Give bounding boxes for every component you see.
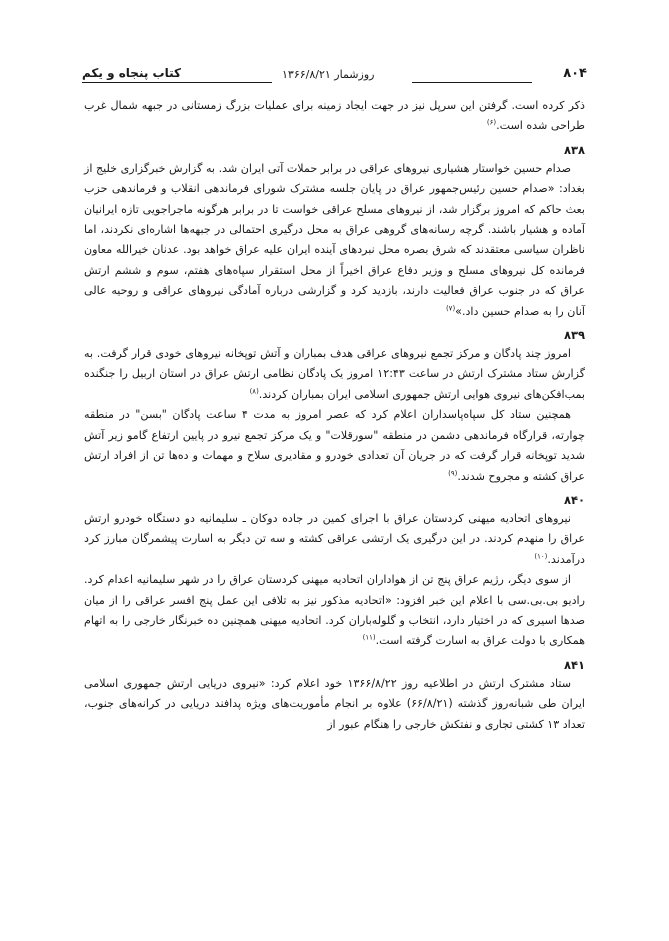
footnote-ref: (۹) [448, 468, 458, 477]
entry-number: ۸۴۰ [563, 492, 585, 507]
paragraph-text: ذکر کرده است. گرفتن این سرپل نیز در جهت ایجاد زمینه برای عملیات بزرگ زمستانی در جبهه شمال غرب طراحی شده است. [84, 99, 585, 133]
page-body [84, 96, 585, 735]
intro-paragraph [84, 96, 585, 137]
footnote-ref: (۱۱) [362, 633, 376, 642]
page-number: ۸۰۴ [563, 66, 587, 81]
entry-paragraph [84, 570, 585, 652]
page-header [82, 62, 587, 88]
footnote-ref: (۱۰) [534, 552, 548, 561]
footnote-ref: (۷) [445, 303, 456, 312]
header-rule-left [82, 82, 272, 83]
entry-number: ۸۴۱ [563, 657, 585, 672]
header-rule-right [412, 82, 532, 83]
paragraph-text: ستاد مشترک ارتش در اطلاعیه روز ۱۳۶۶/۸/۲۲ خود اعلام کرد: «نیروی دریایی ارتش جمهوری اسلامی ایران طی شبانه‌روز گذشته (۶۶/۸/۲۱) علاوه بر انجام مأموریت‌های ویژه پدافند دریایی در کرانه‌های جنوب، تعداد ۱۳ کشتی تجاری و نفتکش خارجی را هنگام عبور از [84, 676, 585, 731]
paragraph-text: نیروهای اتحادیه میهنی کردستان عراق با اجرای کمین در جاده دوکان ـ سلیمانیه دو دستگاه خودرو ارتش عراق را منهدم کردند. در این درگیری یک ارتشی عراقی کشته و سه تن دیگر به اسارت پیشمرگان مبارز کرد درآمدند. [84, 511, 585, 566]
entry-paragraph [84, 159, 585, 322]
paragraph-text: صدام حسین خواستار هشیاری نیروهای عراقی در برابر حملات آتی ایران شد. به گزارش خبرگزاری خلیج از بغداد: «صدام حسین رئیس‌جمهور عراق در پایان جلسه مشترک شورای فرماندهی انقلاب و فرماندهی حزب بعث حاکم که امروز برگزار شد، از نیروهای مسلح عراقی خواست تا در برابر هرگونه ماجراجویی تازه ایرانیان آماده و هشیار باشند. گرچه رسانه‌های گروهی عراق به محل درگیری احتمالی در جبهه‌ها اشاره‌ای نکردند، اما ناظران سیاسی معتقدند که شرق بصره محل نبردهای آینده ایران علیه عراق خواهد بود. عدنان خیرالله معاون فرمانده کل نیروهای مسلح و وزیر دفاع عراق اخیراً از محل استقرار سپاه‌های هفتم، سوم و ششم ارتش عراق که در جنوب عراق فعالیت دارند، بازدید کرد و گزارشی درباره آمادگی نیروهای عراقی و روحیه عالی آنان را به صدام حسین داد.» [84, 161, 585, 318]
footnote-ref: (۸) [249, 387, 259, 396]
entry-paragraph [84, 344, 585, 405]
entry-number: ۸۳۹ [563, 328, 585, 343]
entry-paragraph [84, 509, 585, 570]
footnote-ref: (۶) [486, 118, 497, 127]
paragraph-text: از سوی دیگر، رژیم عراق پنج تن از هواداران اتحادیه میهنی کردستان عراق را در شهر سلیمانیه اعدام کرد. رادیو بی.بی.سی با اعلام این خبر افزود: «اتحادیه مذکور نیز به تلافی این عمل پنج افسر عراقی را از میان صدها اسیری که در اختیار دارد، انتخاب و گلوله‌باران کرد. اتحادیه میهنی همچنین ده خبرنگار خارجی را به اتهام همکاری با دولت عراق به اسارت گرفته است. [84, 573, 585, 648]
entry-paragraph [84, 405, 585, 487]
diary-date-label: روزشمار ۱۳۶۶/۸/۲۱ [282, 68, 375, 81]
book-title: کتاب پنجاه و یکم [82, 66, 181, 80]
entry-paragraph [84, 674, 585, 735]
entry-number: ۸۳۸ [563, 142, 585, 157]
paragraph-text: امروز چند پادگان و مرکز تجمع نیروهای عراقی هدف بمباران و آتش توپخانه نیروهای خودی قرار گرفت. به گزارش ستاد مشترک ارتش در ساعت ۱۲:۴۳ امروز یک پادگان نظامی ارتش عراق در استان اربیل را جنگنده بمب‌افکن‌های نیروی هوایی ارتش جمهوری اسلامی ایران بمباران کردند. [84, 347, 586, 401]
paragraph-text: همچنین ستاد کل سپاه‌پاسداران اعلام کرد که عصر امروز به مدت ۴ ساعت پادگان "بسن" در منطقه چوارته، قرارگاه فرماندهی دشمن در منطقه "سورقلات" و یک مرکز تجمع نیرو در پایین ارتفاع گامو زیر آتش شدید توپخانه قرار گرفت که در جریان آن تعدادی خودرو و مقادیری سلاح و مهمات و ده‌ها تن از افراد ارتش عراق کشته و مجروح شدند. [84, 408, 585, 483]
